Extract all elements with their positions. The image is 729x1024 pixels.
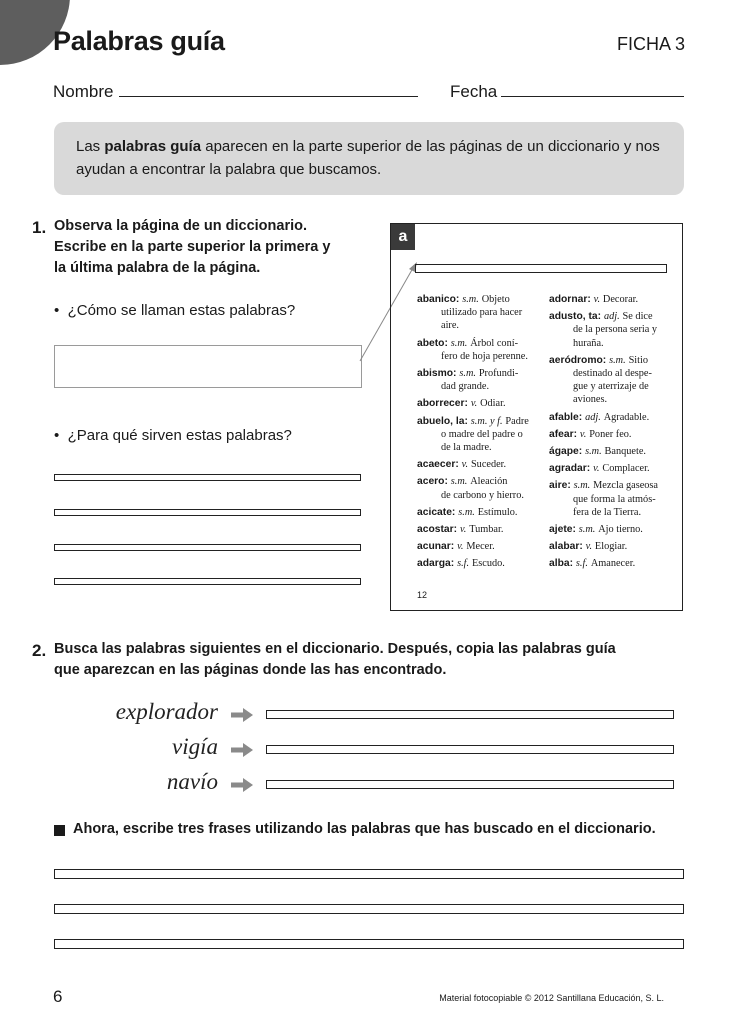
arrow-right-icon	[229, 776, 255, 794]
dictionary-column-left	[417, 293, 545, 575]
entry-headword: acicate:	[417, 506, 456, 518]
entry-abbreviation: s.m.	[450, 337, 468, 349]
entry-headword: afear:	[549, 428, 578, 440]
entry-definition: Mezcla gaseosa	[593, 480, 659, 492]
entry-headword: acaecer:	[417, 459, 459, 471]
dictionary-entry	[549, 310, 677, 350]
entry-abbreviation: v.	[579, 428, 587, 440]
exercise-2-instruction: Busca las palabras siguientes en el diccionario. Después, copia las palabras guía que aparezcan en las páginas donde las has encontrado.	[54, 641, 616, 678]
square-bullet-icon	[54, 825, 65, 836]
footer-copyright: Material fotocopiable © 2012 Santillana Educación, S. L.	[439, 993, 664, 1003]
entry-definition: Aleación	[470, 476, 508, 488]
footer-page-number: 6	[53, 987, 63, 1006]
entry-definition-continued: que forma la atmós-	[573, 493, 656, 505]
entry-abbreviation: s.m.	[585, 446, 602, 458]
entry-abbreviation: s.m.	[459, 368, 476, 380]
exercise-1-question-2: • ¿Para qué sirven estas palabras?	[54, 427, 292, 444]
dictionary-page-number: 12	[417, 590, 428, 600]
entry-definition: Padre	[505, 415, 529, 427]
exercise-1-question-1: • ¿Cómo se llaman estas palabras?	[54, 302, 296, 319]
entry-abbreviation: s.m.	[458, 506, 475, 518]
entry-headword: abuelo, la:	[417, 415, 468, 427]
dictionary-entry	[417, 475, 545, 501]
entry-headword: alabar:	[549, 541, 583, 553]
entry-abbreviation: v.	[470, 398, 478, 410]
entry-abbreviation: v.	[585, 541, 593, 553]
sentence-line[interactable]	[54, 904, 684, 914]
dictionary-entry	[417, 367, 545, 393]
entry-headword: aborrecer:	[417, 398, 468, 410]
entry-definition: Odiar.	[480, 398, 506, 410]
dictionary-entry	[549, 540, 677, 553]
dictionary-entry	[549, 445, 677, 458]
entry-headword: afable:	[549, 411, 583, 423]
entry-definition: Escudo.	[471, 558, 505, 570]
entry-headword: acostar:	[417, 524, 458, 536]
entry-abbreviation: s.f.	[575, 558, 588, 570]
entry-definition: Ajo tierno.	[598, 524, 643, 536]
entry-definition-continued: gue y aterrizaje de	[573, 381, 649, 393]
entry-definition: Tumbar.	[469, 524, 504, 536]
arrow-right-icon	[229, 706, 255, 724]
entry-definition: Profundi-	[478, 368, 519, 380]
entry-definition-continued: huraña.	[573, 337, 604, 349]
entry-headword: aeródromo:	[549, 354, 607, 366]
entry-headword: adornar:	[549, 294, 591, 305]
intro-keyword: palabras guía	[104, 138, 202, 155]
entry-definition-continued: de la persona seria y	[573, 324, 658, 336]
dictionary-entry	[417, 397, 545, 410]
entry-headword: abeto:	[417, 337, 448, 349]
answer-box-1[interactable]	[54, 345, 362, 388]
arrow-right-icon	[229, 741, 255, 759]
entry-definition: Complacer.	[602, 463, 650, 475]
entry-abbreviation: s.m.	[450, 476, 468, 488]
guide-words-line[interactable]	[266, 710, 674, 719]
entry-definition: Objeto	[481, 294, 510, 305]
entry-definition: Mecer.	[466, 541, 495, 553]
sentence-line[interactable]	[54, 869, 684, 879]
exercise-1-number: 1.	[32, 218, 47, 237]
dictionary-entry	[417, 458, 545, 471]
answer-line[interactable]	[54, 544, 361, 551]
entry-definition-continued: aire.	[441, 320, 460, 332]
entry-definition-continued: fero de hoja perenne.	[441, 350, 528, 362]
dictionary-entry	[417, 557, 545, 570]
sentences-instruction: Ahora, escribe tres frases utilizando las palabras que has buscado en el diccionario.	[73, 821, 656, 837]
entry-definition: Agradable.	[603, 411, 650, 423]
dictionary-entry	[549, 479, 677, 519]
entry-definition: Estímulo.	[477, 506, 518, 518]
entry-abbreviation: adj.	[603, 311, 620, 323]
entry-definition: Decorar.	[602, 294, 639, 305]
entry-definition: Elogiar.	[594, 541, 628, 553]
entry-definition-continued: destinado al despe-	[573, 368, 652, 380]
worksheet-number: FICHA 3	[616, 34, 685, 54]
entry-abbreviation: v.	[593, 294, 601, 305]
name-label: Nombre	[53, 82, 114, 101]
exercise-1-instruction: Observa la página de un diccionario. Escribe en la parte superior la primera y la última palabra de la página.	[54, 218, 331, 276]
entry-definition-continued: aviones.	[573, 394, 608, 406]
dictionary-entry	[549, 354, 677, 407]
dictionary-entry	[549, 293, 677, 306]
entry-headword: adarga:	[417, 558, 455, 570]
entry-headword: abismo:	[417, 368, 457, 380]
entry-abbreviation: adj.	[585, 411, 601, 423]
entry-headword: alba:	[549, 558, 574, 570]
dictionary-entry	[417, 506, 545, 519]
guide-words-line[interactable]	[266, 780, 674, 789]
entry-definition: Suceder.	[470, 459, 507, 471]
entry-definition-continued: utilizado para hacer	[441, 307, 523, 319]
dictionary-entry	[549, 411, 677, 424]
dictionary-entry	[417, 415, 545, 455]
entry-headword: ajete:	[549, 524, 576, 536]
date-field[interactable]	[501, 96, 684, 97]
sentence-line[interactable]	[54, 939, 684, 949]
dictionary-entry	[549, 523, 677, 536]
entry-abbreviation: v.	[459, 524, 467, 536]
entry-abbreviation: v.	[593, 463, 600, 475]
guide-words-field[interactable]	[415, 264, 667, 273]
entry-abbreviation: s.m.	[462, 294, 479, 305]
guide-words-line[interactable]	[266, 745, 674, 754]
entry-headword: agradar:	[549, 463, 591, 475]
dictionary-entry	[549, 557, 677, 570]
entry-abbreviation: s.f.	[457, 558, 470, 570]
entry-definition-continued: de carbono y hierro.	[441, 489, 524, 501]
word-vigia: vigía	[172, 734, 218, 759]
entry-abbreviation: v.	[457, 541, 464, 553]
exercise-2-number: 2.	[32, 641, 47, 660]
entry-definition: Banquete.	[604, 446, 647, 458]
dictionary-entry	[417, 337, 545, 363]
entry-abbreviation: s.m.	[609, 354, 626, 366]
word-explorador: explorador	[115, 699, 218, 724]
dictionary-entry	[417, 293, 545, 333]
entry-definition-continued: fera de la Tierra.	[573, 506, 642, 518]
answer-line[interactable]	[54, 578, 361, 585]
entry-definition-continued: de la madre.	[441, 442, 492, 454]
dictionary-letter-tab: a	[391, 224, 415, 250]
entry-definition: Se dice	[622, 311, 653, 323]
entry-definition: Árbol coní-	[470, 337, 519, 349]
page-title: Palabras guía	[53, 26, 225, 56]
word-navio: navío	[166, 769, 218, 794]
entry-definition: Poner feo.	[589, 428, 632, 440]
entry-abbreviation: v.	[461, 459, 469, 471]
intro-text: Las palabras guía aparecen en la parte superior de las páginas de un diccionario y nos ayudan a encontrar la palabra que buscamos.	[76, 138, 660, 178]
answer-line[interactable]	[54, 474, 361, 481]
entry-definition-continued: dad grande.	[441, 381, 490, 393]
answer-line[interactable]	[54, 509, 361, 516]
dictionary-entry	[549, 428, 677, 441]
dictionary-column-right	[549, 293, 677, 575]
dictionary-entry	[549, 462, 677, 475]
date-label: Fecha	[450, 82, 498, 101]
entry-headword: aire:	[549, 480, 571, 492]
entry-headword: adusto, ta:	[549, 311, 602, 323]
entry-abbreviation: s.m. y f.	[470, 415, 503, 427]
entry-headword: acero:	[417, 476, 448, 488]
entry-abbreviation: s.m.	[578, 524, 596, 536]
entry-headword: acunar:	[417, 541, 455, 553]
entry-definition-continued: o madre del padre o	[441, 428, 523, 440]
entry-headword: ágape:	[549, 446, 583, 458]
name-field[interactable]	[119, 96, 418, 97]
entry-definition: Amanecer.	[590, 558, 636, 570]
dictionary-entry	[417, 540, 545, 553]
dictionary-entry	[417, 523, 545, 536]
entry-definition: Sitio	[628, 354, 649, 366]
entry-headword: abanico:	[417, 294, 460, 305]
entry-abbreviation: s.m.	[573, 480, 591, 492]
